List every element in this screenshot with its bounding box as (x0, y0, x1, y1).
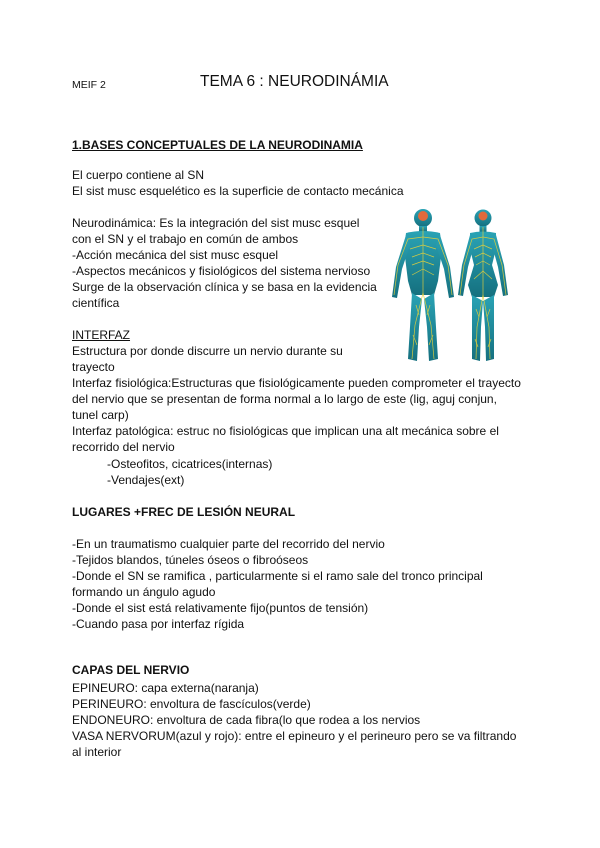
text-line: trayecto (72, 360, 115, 374)
text-line: -Aspectos mecánicos y fisiológicos del sistema nervioso (72, 264, 371, 278)
text-line: -Acción mecánica del sist musc esquel (72, 248, 279, 262)
text-line: PERINEURO: envoltura de fascículos(verde) (72, 697, 311, 711)
text-line: tunel carp) (72, 408, 129, 422)
text-line: -Donde el sist está relativamente fijo(puntos de tensión) (72, 601, 369, 615)
text-line: EPINEURO: capa externa(naranja) (72, 681, 259, 695)
text-line: -Donde el SN se ramifica , particularmente si el ramo sale del tronco principal (72, 569, 483, 583)
course-code: MEIF 2 (72, 79, 106, 91)
text-line-indented: -Vendajes(ext) (107, 473, 185, 487)
text-line: -Cuando pasa por interfaz rígida (72, 617, 245, 631)
text-line: -En un traumatismo cualquier parte del recorrido del nervio (72, 537, 385, 551)
nervous-system-illustration (388, 205, 518, 367)
section-heading-lugares: LUGARES +FREC DE LESIÓN NEURAL (72, 505, 296, 519)
male-figure (392, 209, 454, 361)
text-line: VASA NERVORUM(azul y rojo): entre el epineuro y el perineuro pero se va filtrando (72, 729, 517, 743)
section-heading-bases: 1.BASES CONCEPTUALES DE LA NEURODINAMIA (72, 138, 363, 152)
text-line: El cuerpo contiene al SN (72, 168, 205, 182)
text-line: formando un ángulo agudo (72, 585, 216, 599)
text-line: Interfaz patológica: estruc no fisiológicas que implican una alt mecánica sobre el (72, 424, 499, 438)
text-line: El sist musc esquelético es la superficie de contacto mecánica (72, 184, 404, 198)
page-title: TEMA 6 : NEURODINÁMIA (200, 73, 389, 90)
text-line: con el SN y el trabajo en común de ambos (72, 232, 299, 246)
text-line: -Tejidos blandos, túneles óseos o fibroóseos (72, 553, 309, 567)
text-line: del nervio que se presentan de forma normal a lo largo de este (lig, aguj conjun, (72, 392, 497, 406)
text-line: Surge de la observación clínica y se basa en la evidencia (72, 280, 377, 294)
text-line: al interior (72, 745, 122, 759)
text-line-indented: -Osteofitos, cicatrices(internas) (107, 457, 273, 471)
text-line: Interfaz fisiológica:Estructuras que fisiológicamente pueden comprometer el trayecto (72, 376, 521, 390)
text-line: ENDONEURO: envoltura de cada fibra(lo que rodea a los nervios (72, 713, 421, 727)
text-line: Estructura por donde discurre un nervio durante su (72, 344, 343, 358)
text-line: Neurodinámica: Es la integración del sist musc esquel (72, 216, 360, 230)
female-figure (458, 210, 508, 362)
subheading-interfaz: INTERFAZ (72, 328, 131, 342)
text-line: recorrido del nervio (72, 440, 175, 454)
section-heading-capas: CAPAS DEL NERVIO (72, 663, 190, 677)
text-line: científica (72, 296, 120, 310)
